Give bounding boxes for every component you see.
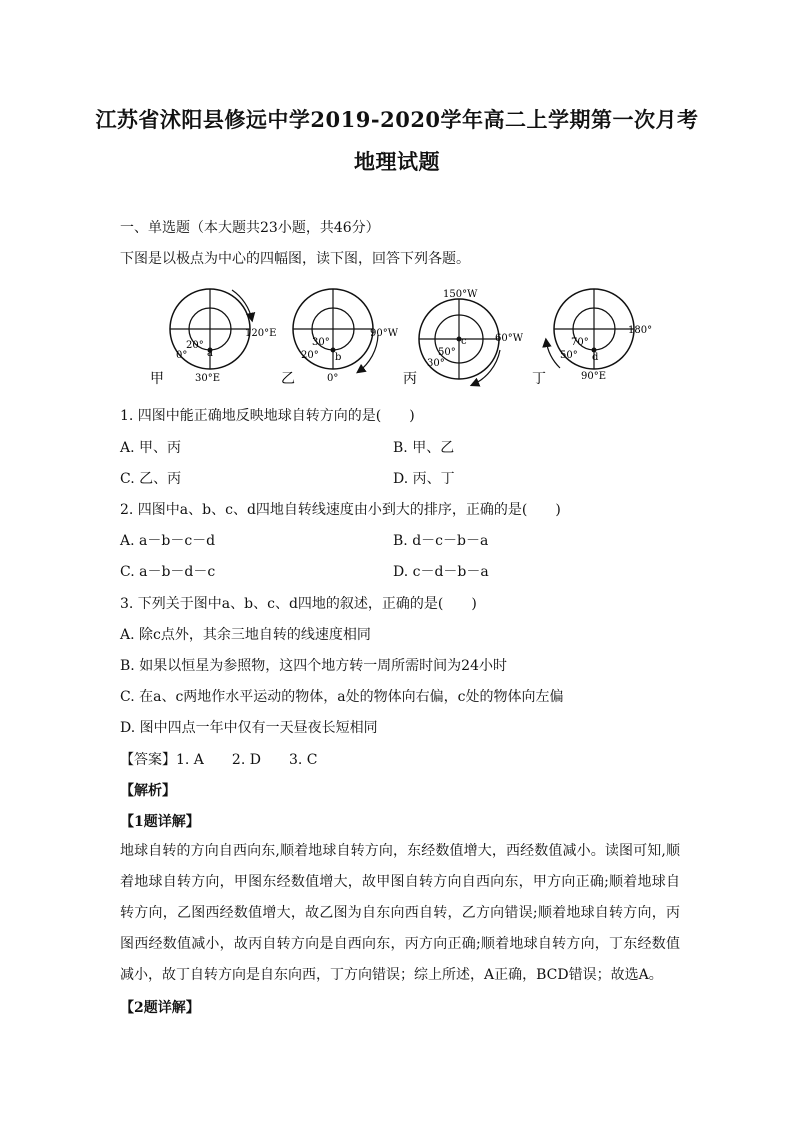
fig2-lon-bottom: 0° xyxy=(327,373,339,384)
fig4-label: 丁 xyxy=(532,371,546,387)
fig2-lon-left: 20° xyxy=(301,350,319,361)
question-2-stem: 2. 四图中a、b、c、d四地自转线速度由小到大的排序，正确的是( ) xyxy=(120,502,561,518)
figure-yi xyxy=(281,289,399,387)
fig2-lat: 30° xyxy=(312,337,330,348)
fig1-lon-right: 120°E xyxy=(245,328,277,339)
title-line-2: 地理试题 xyxy=(354,149,440,174)
fig4-lon-right: 180° xyxy=(628,325,653,336)
q1-option-c: C. 乙、丙 xyxy=(120,471,182,487)
fig3-lon-right: 60°W xyxy=(495,333,524,344)
q2-option-b: B. d－c－b－a xyxy=(393,533,489,549)
fig1-lat: 20° xyxy=(186,340,204,351)
fig2-label: 乙 xyxy=(281,371,295,387)
fig4-lon-left: 50° xyxy=(560,350,578,361)
fig3-label: 丙 xyxy=(403,371,417,387)
fig2-point: b xyxy=(335,352,342,363)
q2-detail-label: 【2题详解】 xyxy=(120,1000,200,1016)
section-heading: 一、单选题（本大题共23小题，共46分） xyxy=(120,220,380,236)
q3-option-c: C. 在a、c两地作水平运动的物体，a处的物体向右偏，c处的物体向左偏 xyxy=(120,689,564,705)
question-1-stem: 1. 四图中能正确地反映地球自转方向的是( ) xyxy=(120,408,415,424)
q1-option-d: D. 丙、丁 xyxy=(393,471,455,487)
fig1-label: 甲 xyxy=(150,371,164,387)
question-3-stem: 3. 下列关于图中a、b、c、d四地的叙述，正确的是( ) xyxy=(120,596,477,612)
fig2-lon-right: 90°W xyxy=(370,328,399,339)
fig3-lon-top: 150°W xyxy=(443,289,478,300)
fig3-lat: 50° xyxy=(438,347,456,358)
q3-option-d: D. 图中四点一年中仅有一天昼夜长短相同 xyxy=(120,720,378,736)
fig4-point: d xyxy=(592,352,599,363)
fig4-lat: 70° xyxy=(571,337,589,348)
q1-detail-label: 【1题详解】 xyxy=(120,814,200,830)
q1-option-b: B. 甲、乙 xyxy=(393,440,455,456)
fig1-lon-left: 0° xyxy=(176,350,188,361)
q2-option-d: D. c－d－b－a xyxy=(393,564,489,580)
q3-option-a: A. 除c点外，其余三地自转的线速度相同 xyxy=(120,627,371,643)
fig3-lon-left: 30° xyxy=(427,358,445,369)
analysis-label: 【解析】 xyxy=(120,783,176,799)
fig1-point: a xyxy=(207,348,213,359)
figure-bing xyxy=(403,289,524,387)
q2-option-c: C. a－b－d－c xyxy=(120,564,216,580)
fig4-lon-bottom: 90°E xyxy=(581,371,607,382)
title-line-1: 江苏省沭阳县修远中学2019-2020学年高二上学期第一次月考 xyxy=(95,107,699,132)
fig1-lon-bottom: 30°E xyxy=(195,373,221,384)
fig3-point: c xyxy=(461,336,467,347)
figure-ding xyxy=(532,289,652,387)
polar-figures xyxy=(0,282,794,392)
intro-text: 下图是以极点为中心的四幅图，读下图，回答下列各题。 xyxy=(120,251,470,267)
q3-option-b: B. 如果以恒星为参照物，这四个地方转一周所需时间为24小时 xyxy=(120,658,508,674)
q1-option-a: A. 甲、丙 xyxy=(120,440,182,456)
answer-line: 【答案】1. A 2. D 3. C xyxy=(120,752,318,768)
q2-option-a: A. a－b－c－d xyxy=(120,533,216,549)
q1-detail-text: 地球自转的方向自西向东,顺着地球自转方向，东经数值增大，西经数值减小。读图可知,顺着地球自转方向，甲图东经数值增大，故甲图自转方向自西向东，甲方向正确;顺着地球自转方向，乙图西经数值增大，故乙图为自东向西自转，乙方向错误;顺着地球自转方向，丙图西经数值减小，故丙自转方向是自西向东，丙方向正确;顺着地球自转方向，丁东经数值减小，故丁自转方向是自东向西，丁方向错误；综上所述，A正确，BCD错误；故选A。 xyxy=(120,843,680,983)
figure-jia xyxy=(150,289,276,387)
